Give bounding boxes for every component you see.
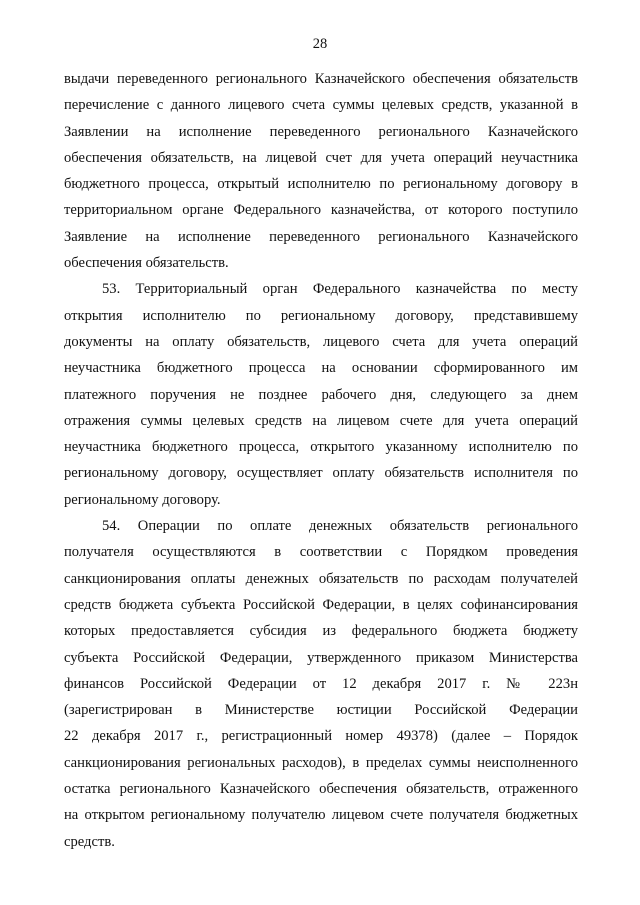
text-line: финансов Российской Федерации от 12 декабря 2017 г. № 223н	[64, 675, 578, 692]
text-line: неучастника бюджетного процесса на основании сформированного им	[64, 360, 578, 377]
text-line: получателя осуществляются в соответствии с Порядком проведения	[64, 544, 578, 561]
text-line: субъекта Российской Федерации, утвержденного приказом Министерства	[64, 649, 578, 666]
text-line: 22 декабря 2017 г., регистрационный номер 49378) (далее – Порядок	[64, 728, 578, 745]
text-line: открытия исполнителю по региональному договору, представившему	[64, 307, 578, 324]
text-line: региональному договору, осуществляет оплату обязательств исполнителя по	[64, 465, 578, 482]
text-line: Заявление на исполнение переведенного регионального Казначейского	[64, 228, 578, 245]
text-line: обеспечения обязательств.	[64, 255, 229, 272]
page-number: 28	[312, 36, 328, 52]
text-line: Заявлении на исполнение переведенного регионального Казначейского	[64, 123, 578, 140]
text-line: неучастника бюджетного процесса, открытого указанному исполнителю по	[64, 439, 578, 456]
text-line: 53. Территориальный орган Федерального казначейства по месту	[102, 281, 578, 298]
text-line: средств.	[64, 833, 115, 850]
text-line: бюджетного процесса, открытый исполнителю по региональному договору в	[64, 176, 578, 193]
text-line: (зарегистрирован в Министерстве юстиции Российской Федерации	[64, 702, 578, 719]
text-line: региональному договору.	[64, 491, 221, 508]
text-line: которых предоставляется субсидия из федерального бюджета бюджету	[64, 623, 578, 640]
text-line: отражения суммы целевых средств на лицевом счете для учета операций	[64, 412, 578, 429]
text-line: территориальном органе Федерального казначейства, от которого поступило	[64, 202, 578, 219]
text-line: санкционирования оплаты денежных обязательств по расходам получателей	[64, 570, 578, 587]
text-line: перечисление с данного лицевого счета суммы целевых средств, указанной в	[64, 97, 578, 114]
text-line: 54. Операции по оплате денежных обязательств регионального	[102, 518, 578, 535]
text-line: выдачи переведенного регионального Казначейского обеспечения обязательств	[64, 71, 578, 87]
text-line: санкционирования региональных расходов), в пределах суммы неисполненного	[64, 754, 578, 771]
text-line: остатка регионального Казначейского обеспечения обязательств, отраженного	[64, 781, 578, 798]
document-body	[64, 66, 578, 855]
text-line: на открытом региональному получателю лицевом счете получателя бюджетных	[64, 807, 578, 824]
text-line: документы на оплату обязательств, лицевого счета для учета операций	[64, 333, 578, 350]
text-line: платежного поручения не позднее рабочего дня, следующего за днем	[64, 386, 578, 403]
text-line: средств бюджета субъекта Российской Федерации, в целях софинансирования	[64, 596, 578, 613]
text-line: обеспечения обязательств, на лицевой счет для учета операций неучастника	[64, 149, 578, 166]
